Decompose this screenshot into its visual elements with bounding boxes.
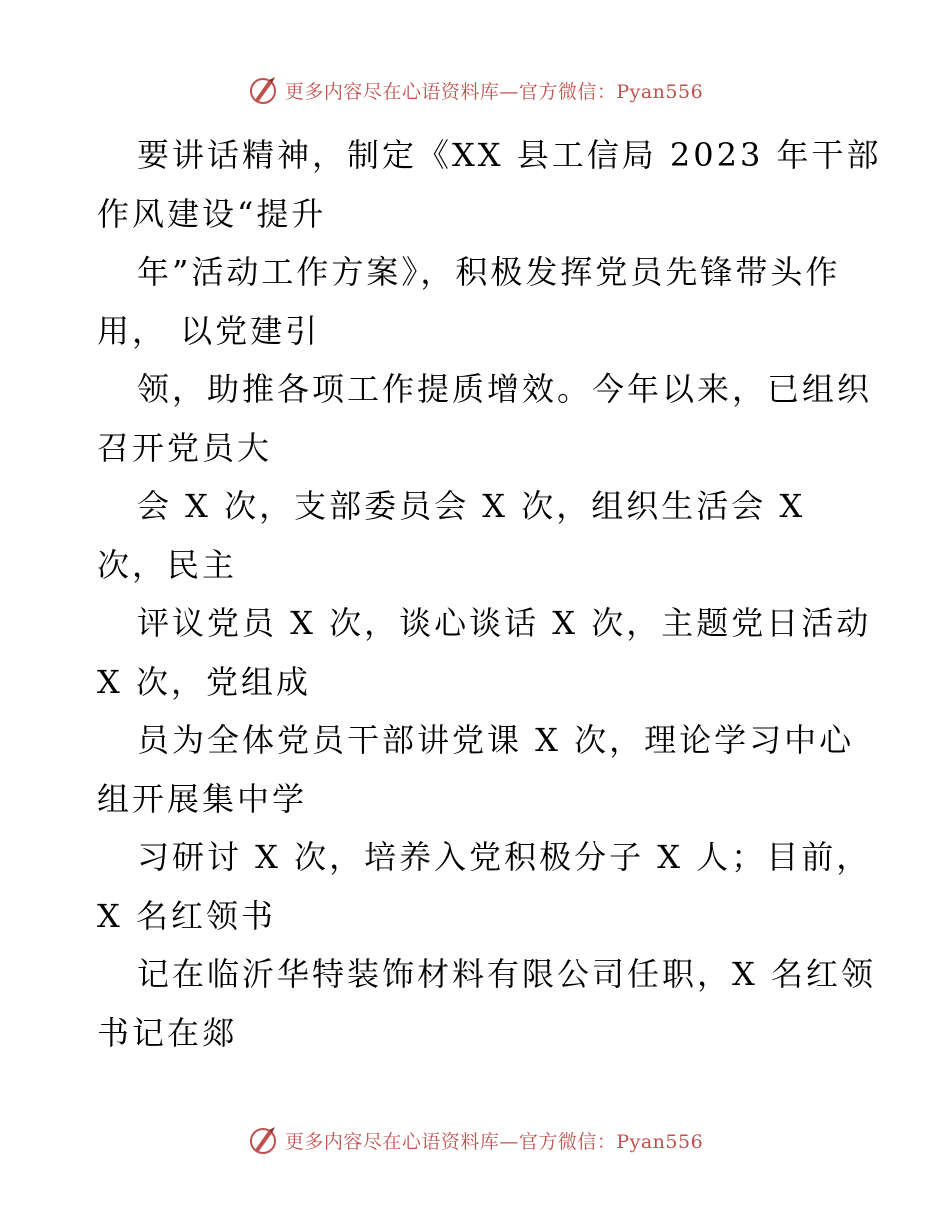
body-line: 领，助推各项工作提质增效。今年以来，已组织: [137, 370, 873, 408]
footer-banner: [0, 1120, 950, 1160]
body-line: 记在临沂华特装饰材料有限公司任职，X 名红领: [137, 955, 876, 993]
body-line: 组开展集中学: [97, 779, 308, 818]
body-line: 要讲话精神，制定《XX 县工信局 2023 年干部: [137, 136, 882, 174]
body-line: 作风建设“提升: [97, 194, 327, 233]
quill-pen-logo-icon: [247, 1124, 279, 1156]
body-line: 书记在郯: [97, 1013, 238, 1052]
body-line: 次，民主: [97, 545, 238, 584]
header-banner: [0, 70, 950, 110]
header-banner-content: [247, 74, 703, 106]
body-line: 员为全体党员干部讲党课 X 次，理论学习中心: [137, 721, 855, 759]
body-line: 召开党员大: [97, 428, 273, 467]
body-line: 会 X 次，支部委员会 X 次，组织生活会 X: [137, 487, 806, 525]
body-line: X 名红领书: [97, 896, 276, 935]
header-banner-text: 更多内容尽在心语资料库—官方微信：Pyan556: [284, 80, 704, 103]
body-line: 年”活动工作方案》，积极发挥党员先锋带头作: [137, 253, 841, 291]
body-line: 用， 以党建引: [97, 311, 321, 350]
document-body: [97, 126, 882, 1062]
body-line: 习研讨 X 次，培养入党积极分子 X 人；目前，: [137, 838, 872, 876]
body-line: 评议党员 X 次，谈心谈话 X 次，主题党日活动: [137, 604, 872, 642]
footer-banner-content: [247, 1124, 703, 1156]
footer-banner-text: 更多内容尽在心语资料库—官方微信：Pyan556: [284, 1130, 704, 1153]
body-line: X 次，党组成: [97, 662, 311, 701]
quill-pen-logo-icon: [247, 74, 279, 106]
